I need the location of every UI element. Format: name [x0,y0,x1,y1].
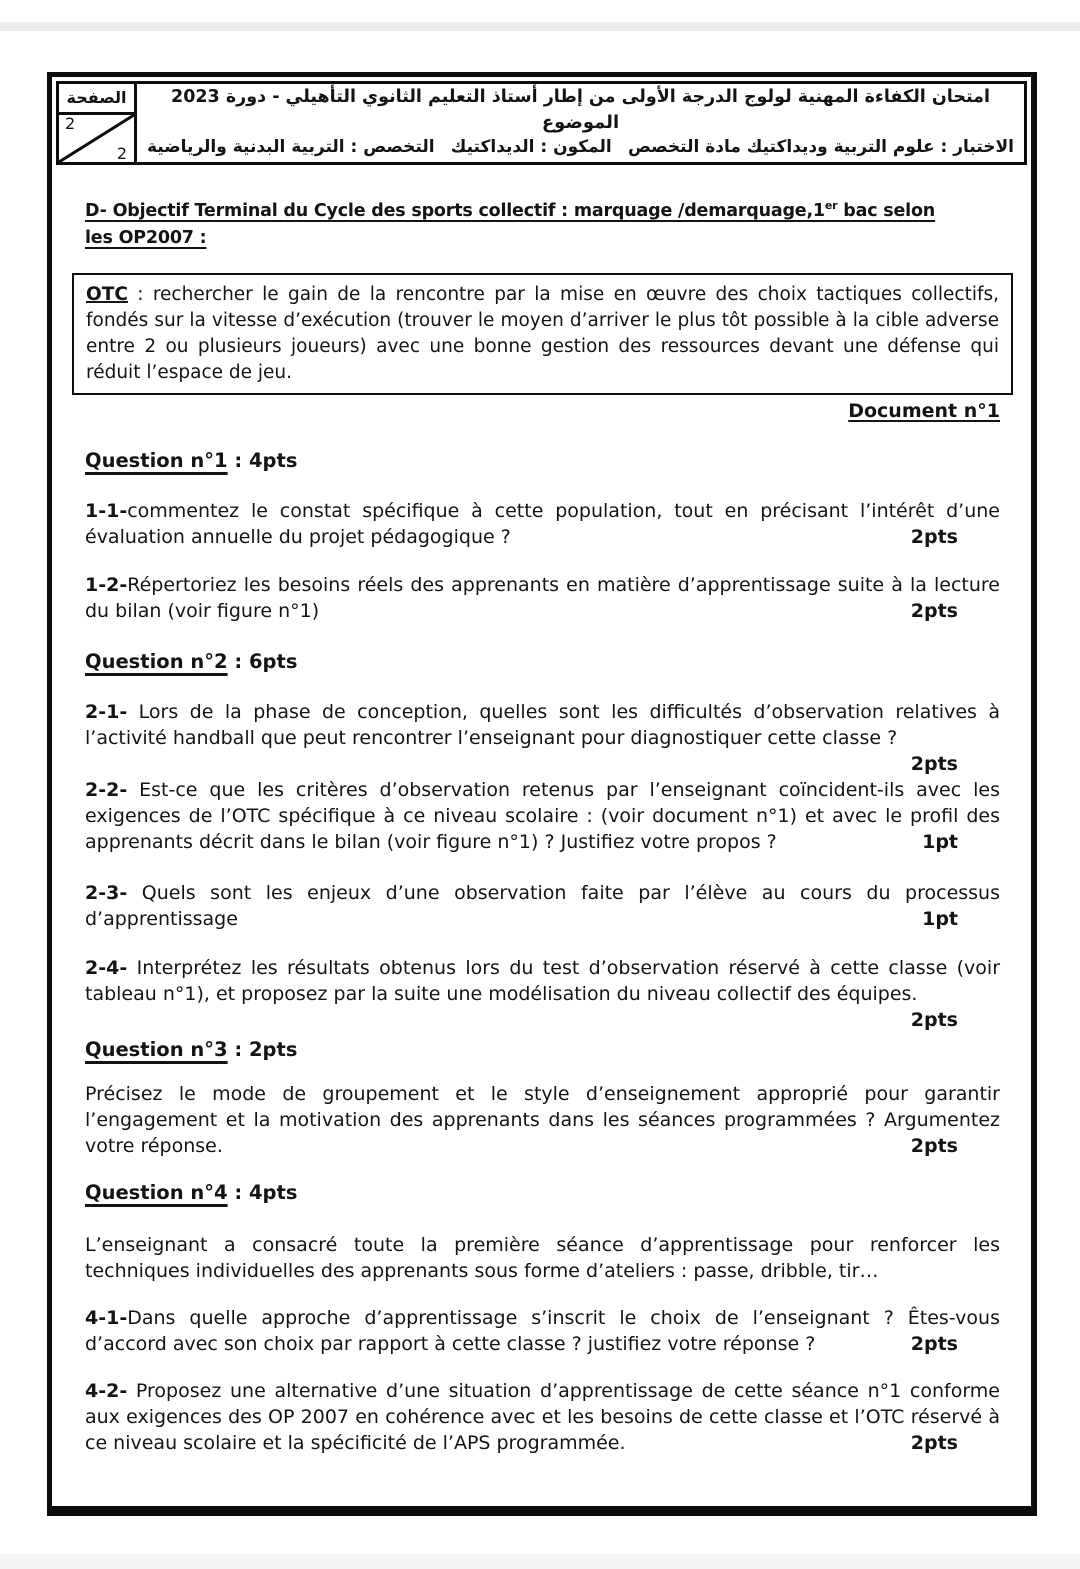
question-2-4: 2-4- Interprétez les résultats obtenus lors du test d’observation réservé à cette classe (voir tableau n°1), et proposez par la suite une modélisation du niveau collectif des équipes. 2pts [85,956,1000,1031]
question-3-points: 2pts [248,1037,298,1061]
question-2-2-number: 2-2- [85,778,128,801]
question-4-2-number: 4-2- [85,1379,128,1402]
component-field: المكون : الديداكتيك [450,137,612,157]
question-4-1-points: 2pts [910,1332,958,1355]
question-2-4-points: 2pts [910,1008,958,1031]
question-2-3-points: 1pt [922,907,958,930]
question-4-points: 4pts [248,1180,298,1204]
section-title-line1: D- Objectif Terminal du Cycle des sports collectif : marquage /demarquage,1er bac selon [85,199,936,221]
question-4-1: 4-1-Dans quelle approche d’apprentissage s’inscrit le choix de l’enseignant ? Êtes-vous d’accord avec son choix par rapport à cette classe ? justifiez votre réponse ? 2pts [85,1306,1000,1355]
question-3-heading: Question n°3 : 2pts [85,1037,298,1061]
question-1-2: 1-2-Répertoriez les besoins réels des apprenants en matière d’apprentissage suite à la lecture du bilan (voir figure n°1) 2pts [85,573,1000,622]
question-3-body-points: 2pts [910,1134,958,1157]
question-2-3: 2-3- Quels sont les enjeux d’une observation faite par l’élève au cours du processus d’apprentissage 1pt [85,881,1000,930]
page-box [59,84,137,162]
otc-text: : rechercher le gain de la rencontre par la mise en œuvre des choix tactiques collectifs, fondés sur la vitesse d’exécution (trouver le moyen d’arriver le plus tôt possible à la cible adverse entre 2 ou plusieurs joueurs) avec une bonne gestion des ressources devant une défense qui réduit l’espace de jeu. [86,283,999,383]
question-1-1: 1-1-commentez le constat spécifique à cette population, tout en précisant l’intérêt d’une évaluation annuelle du projet pédagogique ? 2pts [85,499,1000,548]
exam-field: الاختبار : علوم التربية وديداكتيك مادة التخصص [627,137,1014,157]
question-2-4-number: 2-4- [85,956,128,979]
question-2-3-number: 2-3- [85,881,128,904]
page-box-label: الصفحة [59,84,134,115]
header-table [56,81,1027,165]
specialty-field: التخصص : التربية البدنية والرياضية [147,137,435,157]
question-2-2-points: 1pt [922,830,958,853]
header-title-line: امتحان الكفاءة المهنية لولوج الدرجة الأولى من إطار أستاذ التعليم الثانوي التأهيلي - دورة 2023 [171,87,990,107]
question-2-1-points: 2pts [910,752,958,775]
otc-definition-box [72,273,1013,395]
question-3-body: Précisez le mode de groupement et le style d’enseignement approprié pour garantir l’engagement et la motivation des apprenants dans les séances programmées ? Argumentez votre réponse. 2pts [85,1082,1000,1157]
page-number-cell [59,115,134,162]
question-4-1-number: 4-1- [85,1306,128,1329]
page-current: 2 [65,114,76,133]
question-4-2: 4-2- Proposez une alternative d’une situation d’apprentissage de cette séance n°1 conforme aux exigences des OP 2007 en cohérence avec et les besoins de cette classe et l’OTC réservé à ce niveau scolaire et la spécificité de l’APS programmée. 2pts [85,1379,1000,1454]
document-reference: Document n°1 [848,399,1000,422]
section-title-line2: les OP2007 : [85,227,207,248]
question-2-1-number: 2-1- [85,700,128,723]
question-2-1: 2-1- Lors de la phase de conception, quelles sont les difficultés d’observation relatives à l’activité handball que peut rencontrer l’enseignant pour diagnostiquer cette classe ? 2pts [85,700,1000,775]
exam-body [52,192,1031,1456]
question-4-heading: Question n°4 : 4pts [85,1180,298,1204]
superscript-er: er [824,199,838,212]
otc-label: OTC [86,283,128,305]
question-2-2: 2-2- Est-ce que les critères d’observation retenus par l’enseignant coïncident-ils avec les exigences de l’OTC spécifique à ce niveau scolaire : (voir document n°1) et avec le profil des apprenants décrit dans le bilan (voir figure n°1) ? Justifiez votre propos ? 1pt [85,778,1000,853]
page-total: 2 [116,144,127,163]
question-1-2-number: 1-2- [85,573,128,596]
question-1-heading: Question n°1 : 4pts [85,448,298,472]
document-frame [47,72,1037,1516]
scan-artifact-top [0,22,1080,31]
question-1-2-points: 2pts [910,599,958,622]
question-1-points: 4pts [248,448,298,472]
question-2-heading: Question n°2 : 6pts [85,649,298,673]
header-main [137,84,1024,162]
question-1-1-number: 1-1- [85,499,128,522]
header-subject-line: الموضوع [541,111,620,133]
question-1-1-points: 2pts [910,525,958,548]
question-4-2-points: 2pts [910,1431,958,1454]
header-meta-row [147,137,1014,157]
section-title [85,192,1000,252]
question-2-points: 6pts [248,649,298,673]
question-4-intro: L’enseignant a consacré toute la première séance d’apprentissage pour renforcer les techniques individuelles des apprenants sous forme d’ateliers : passe, dribble, tir… [85,1233,1000,1282]
scan-artifact-bottom [0,1554,1080,1569]
